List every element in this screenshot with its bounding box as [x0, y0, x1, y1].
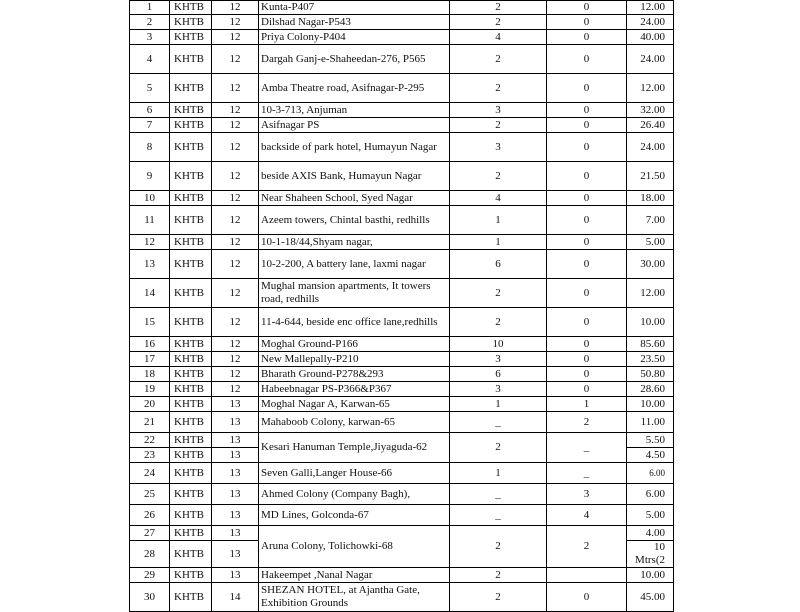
count-b-cell: 0: [547, 308, 627, 337]
amount-cell: 10 Mtrs(2: [627, 541, 674, 568]
amount-cell: 12.00: [627, 1, 674, 15]
code-cell: 12: [212, 337, 259, 352]
code-cell: 13: [212, 397, 259, 412]
unit-cell: KHTB: [170, 583, 212, 612]
count-b-cell: 0: [547, 118, 627, 133]
count-b-cell: 0: [547, 30, 627, 45]
table-row: [130, 15, 674, 30]
amount-cell: 23.50: [627, 352, 674, 367]
amount-cell: 24.00: [627, 45, 674, 74]
row-number: 20: [130, 397, 170, 412]
amount-cell: 32.00: [627, 103, 674, 118]
amount-cell: 5.00: [627, 505, 674, 526]
table-row: [130, 583, 674, 612]
code-cell: 12: [212, 235, 259, 250]
location-cell: Ahmed Colony (Company Bagh),: [259, 484, 450, 505]
locations-table: [129, 0, 674, 612]
location-cell: beside AXIS Bank, Humayun Nagar: [259, 162, 450, 191]
table-row: [130, 74, 674, 103]
location-cell: Habeebnagar PS-P366&P367: [259, 382, 450, 397]
count-b-cell: 0: [547, 367, 627, 382]
count-a-cell: 2: [450, 308, 547, 337]
row-number: 11: [130, 206, 170, 235]
location-cell: Seven Galli,Langer House-66: [259, 463, 450, 484]
table-row: [130, 568, 674, 583]
count-a-cell: 3: [450, 382, 547, 397]
location-cell: Mughal mansion apartments, It towers road, redhills: [259, 279, 450, 308]
table-row: [130, 526, 674, 541]
row-number: 16: [130, 337, 170, 352]
row-number: 23: [130, 448, 170, 463]
unit-cell: KHTB: [170, 484, 212, 505]
location-cell: Kesari Hanuman Temple,Jiyaguda-62: [259, 433, 450, 463]
count-b-cell: _: [547, 433, 627, 463]
table-row: [130, 484, 674, 505]
count-a-cell: 2: [450, 162, 547, 191]
count-a-cell: 3: [450, 352, 547, 367]
location-cell: Asifnagar PS: [259, 118, 450, 133]
unit-cell: KHTB: [170, 118, 212, 133]
location-cell: 10-1-18/44,Shyam nagar,: [259, 235, 450, 250]
amount-cell: 30.00: [627, 250, 674, 279]
count-a-cell: 1: [450, 397, 547, 412]
count-a-cell: 4: [450, 30, 547, 45]
code-cell: 13: [212, 541, 259, 568]
unit-cell: KHTB: [170, 448, 212, 463]
code-cell: 13: [212, 448, 259, 463]
count-b-cell: [547, 568, 627, 583]
location-cell: Priya Colony-P404: [259, 30, 450, 45]
table-row: [130, 463, 674, 484]
unit-cell: KHTB: [170, 191, 212, 206]
location-cell: 10-3-713, Anjuman: [259, 103, 450, 118]
table-row: [130, 412, 674, 433]
table-row: [130, 45, 674, 74]
table-row: [130, 118, 674, 133]
table-row: [130, 337, 674, 352]
location-cell: Amba Theatre road, Asifnagar-P-295: [259, 74, 450, 103]
count-b-cell: 0: [547, 45, 627, 74]
amount-cell: 45.00: [627, 583, 674, 612]
amount-cell: 10.00: [627, 568, 674, 583]
amount-cell: 6.00: [627, 463, 674, 484]
location-cell: Dargah Ganj-e-Shaheedan-276, P565: [259, 45, 450, 74]
table-body: [130, 1, 674, 612]
table-row: [130, 162, 674, 191]
count-b-cell: 0: [547, 206, 627, 235]
count-a-cell: 6: [450, 367, 547, 382]
row-number: 5: [130, 74, 170, 103]
location-cell: Hakeempet ,Nanal Nagar: [259, 568, 450, 583]
unit-cell: KHTB: [170, 367, 212, 382]
amount-cell: 7.00: [627, 206, 674, 235]
location-cell: Kunta-P407: [259, 1, 450, 15]
code-cell: 12: [212, 15, 259, 30]
table-row: [130, 103, 674, 118]
row-number: 25: [130, 484, 170, 505]
location-cell: Azeem towers, Chintal basthi, redhills: [259, 206, 450, 235]
count-b-cell: 2: [547, 412, 627, 433]
table-row: [130, 191, 674, 206]
table-row: [130, 279, 674, 308]
location-cell: New Mallepally-P210: [259, 352, 450, 367]
code-cell: 12: [212, 382, 259, 397]
row-number: 24: [130, 463, 170, 484]
code-cell: 12: [212, 367, 259, 382]
row-number: 17: [130, 352, 170, 367]
unit-cell: KHTB: [170, 397, 212, 412]
unit-cell: KHTB: [170, 162, 212, 191]
unit-cell: KHTB: [170, 15, 212, 30]
count-b-cell: 4: [547, 505, 627, 526]
code-cell: 13: [212, 526, 259, 541]
table-row: [130, 367, 674, 382]
location-cell: Near Shaheen School, Syed Nagar: [259, 191, 450, 206]
code-cell: 12: [212, 308, 259, 337]
table-row: [130, 382, 674, 397]
row-number: 7: [130, 118, 170, 133]
code-cell: 13: [212, 505, 259, 526]
unit-cell: KHTB: [170, 433, 212, 448]
count-a-cell: 2: [450, 279, 547, 308]
location-cell: Dilshad Nagar-P543: [259, 15, 450, 30]
row-number: 30: [130, 583, 170, 612]
unit-cell: KHTB: [170, 279, 212, 308]
document-page: [129, 0, 673, 612]
count-b-cell: 0: [547, 74, 627, 103]
unit-cell: KHTB: [170, 30, 212, 45]
count-a-cell: 2: [450, 15, 547, 30]
table-row: [130, 352, 674, 367]
amount-cell: 5.50: [627, 433, 674, 448]
count-b-cell: 0: [547, 279, 627, 308]
amount-cell: 40.00: [627, 30, 674, 45]
code-cell: 12: [212, 162, 259, 191]
location-cell: Moghal Ground-P166: [259, 337, 450, 352]
location-cell: Moghal Nagar A, Karwan-65: [259, 397, 450, 412]
table-row: [130, 250, 674, 279]
row-number: 8: [130, 133, 170, 162]
row-number: 1: [130, 1, 170, 15]
count-b-cell: 2: [547, 526, 627, 568]
count-b-cell: 0: [547, 337, 627, 352]
unit-cell: KHTB: [170, 568, 212, 583]
row-number: 15: [130, 308, 170, 337]
row-number: 3: [130, 30, 170, 45]
count-b-cell: 0: [547, 15, 627, 30]
count-a-cell: 3: [450, 103, 547, 118]
amount-cell: 18.00: [627, 191, 674, 206]
amount-cell: 24.00: [627, 15, 674, 30]
count-b-cell: 0: [547, 250, 627, 279]
code-cell: 13: [212, 412, 259, 433]
code-cell: 12: [212, 74, 259, 103]
unit-cell: KHTB: [170, 206, 212, 235]
count-a-cell: 10: [450, 337, 547, 352]
code-cell: 13: [212, 484, 259, 505]
row-number: 22: [130, 433, 170, 448]
code-cell: 12: [212, 133, 259, 162]
code-cell: 12: [212, 30, 259, 45]
code-cell: 14: [212, 583, 259, 612]
count-a-cell: _: [450, 505, 547, 526]
count-b-cell: 3: [547, 484, 627, 505]
count-a-cell: 1: [450, 206, 547, 235]
location-cell: Bharath Ground-P278&293: [259, 367, 450, 382]
count-b-cell: 1: [547, 397, 627, 412]
amount-cell: 4.00: [627, 526, 674, 541]
code-cell: 13: [212, 463, 259, 484]
row-number: 28: [130, 541, 170, 568]
code-cell: 12: [212, 206, 259, 235]
count-a-cell: 2: [450, 45, 547, 74]
count-b-cell: 0: [547, 382, 627, 397]
row-number: 10: [130, 191, 170, 206]
unit-cell: KHTB: [170, 103, 212, 118]
row-number: 14: [130, 279, 170, 308]
unit-cell: KHTB: [170, 412, 212, 433]
table-row: [130, 308, 674, 337]
location-cell: Mahaboob Colony, karwan-65: [259, 412, 450, 433]
count-a-cell: 1: [450, 463, 547, 484]
count-a-cell: 2: [450, 74, 547, 103]
location-cell: Aruna Colony, Tolichowki-68: [259, 526, 450, 568]
unit-cell: KHTB: [170, 74, 212, 103]
amount-cell: 28.60: [627, 382, 674, 397]
amount-cell: 26.40: [627, 118, 674, 133]
location-cell: 10-2-200, A battery lane, laxmi nagar: [259, 250, 450, 279]
table-row: [130, 30, 674, 45]
unit-cell: KHTB: [170, 352, 212, 367]
count-b-cell: 0: [547, 133, 627, 162]
count-b-cell: 0: [547, 191, 627, 206]
table-row: [130, 206, 674, 235]
count-a-cell: 2: [450, 526, 547, 568]
count-a-cell: _: [450, 412, 547, 433]
unit-cell: KHTB: [170, 308, 212, 337]
amount-cell: 21.50: [627, 162, 674, 191]
amount-cell: 12.00: [627, 74, 674, 103]
location-cell: SHEZAN HOTEL, at Ajantha Gate, Exhibition Grounds: [259, 583, 450, 612]
row-number: 13: [130, 250, 170, 279]
location-cell: backside of park hotel, Humayun Nagar: [259, 133, 450, 162]
unit-cell: KHTB: [170, 541, 212, 568]
table-row: [130, 433, 674, 448]
row-number: 12: [130, 235, 170, 250]
unit-cell: KHTB: [170, 382, 212, 397]
location-cell: 11-4-644, beside enc office lane,redhills: [259, 308, 450, 337]
unit-cell: KHTB: [170, 133, 212, 162]
code-cell: 13: [212, 568, 259, 583]
count-a-cell: 6: [450, 250, 547, 279]
row-number: 27: [130, 526, 170, 541]
table-row: [130, 1, 674, 15]
unit-cell: KHTB: [170, 250, 212, 279]
unit-cell: KHTB: [170, 526, 212, 541]
unit-cell: KHTB: [170, 45, 212, 74]
unit-cell: KHTB: [170, 235, 212, 250]
count-b-cell: 0: [547, 583, 627, 612]
row-number: 9: [130, 162, 170, 191]
count-a-cell: 2: [450, 118, 547, 133]
count-a-cell: 2: [450, 433, 547, 463]
row-number: 29: [130, 568, 170, 583]
table-row: [130, 505, 674, 526]
code-cell: 12: [212, 118, 259, 133]
row-number: 2: [130, 15, 170, 30]
row-number: 18: [130, 367, 170, 382]
code-cell: 12: [212, 103, 259, 118]
count-b-cell: _: [547, 463, 627, 484]
count-b-cell: 0: [547, 235, 627, 250]
location-cell: MD Lines, Golconda-67: [259, 505, 450, 526]
count-a-cell: _: [450, 484, 547, 505]
row-number: 6: [130, 103, 170, 118]
amount-cell: 12.00: [627, 279, 674, 308]
amount-cell: 10.00: [627, 308, 674, 337]
amount-cell: 11.00: [627, 412, 674, 433]
amount-cell: 5.00: [627, 235, 674, 250]
amount-cell: 85.60: [627, 337, 674, 352]
count-a-cell: 1: [450, 235, 547, 250]
amount-cell: 24.00: [627, 133, 674, 162]
code-cell: 12: [212, 45, 259, 74]
unit-cell: KHTB: [170, 505, 212, 526]
table-row: [130, 397, 674, 412]
code-cell: 12: [212, 191, 259, 206]
count-a-cell: 2: [450, 568, 547, 583]
amount-cell: 6.00: [627, 484, 674, 505]
amount-cell: 50.80: [627, 367, 674, 382]
table-row: [130, 133, 674, 162]
unit-cell: KHTB: [170, 1, 212, 15]
code-cell: 12: [212, 1, 259, 15]
code-cell: 12: [212, 250, 259, 279]
amount-cell: 10.00: [627, 397, 674, 412]
count-b-cell: 0: [547, 1, 627, 15]
table-row: [130, 235, 674, 250]
unit-cell: KHTB: [170, 463, 212, 484]
code-cell: 12: [212, 279, 259, 308]
count-b-cell: 0: [547, 352, 627, 367]
count-a-cell: 2: [450, 583, 547, 612]
row-number: 26: [130, 505, 170, 526]
count-a-cell: 2: [450, 1, 547, 15]
code-cell: 12: [212, 352, 259, 367]
count-b-cell: 0: [547, 103, 627, 118]
unit-cell: KHTB: [170, 337, 212, 352]
code-cell: 13: [212, 433, 259, 448]
count-a-cell: 4: [450, 191, 547, 206]
row-number: 19: [130, 382, 170, 397]
row-number: 21: [130, 412, 170, 433]
count-b-cell: 0: [547, 162, 627, 191]
row-number: 4: [130, 45, 170, 74]
amount-cell: 4.50: [627, 448, 674, 463]
count-a-cell: 3: [450, 133, 547, 162]
